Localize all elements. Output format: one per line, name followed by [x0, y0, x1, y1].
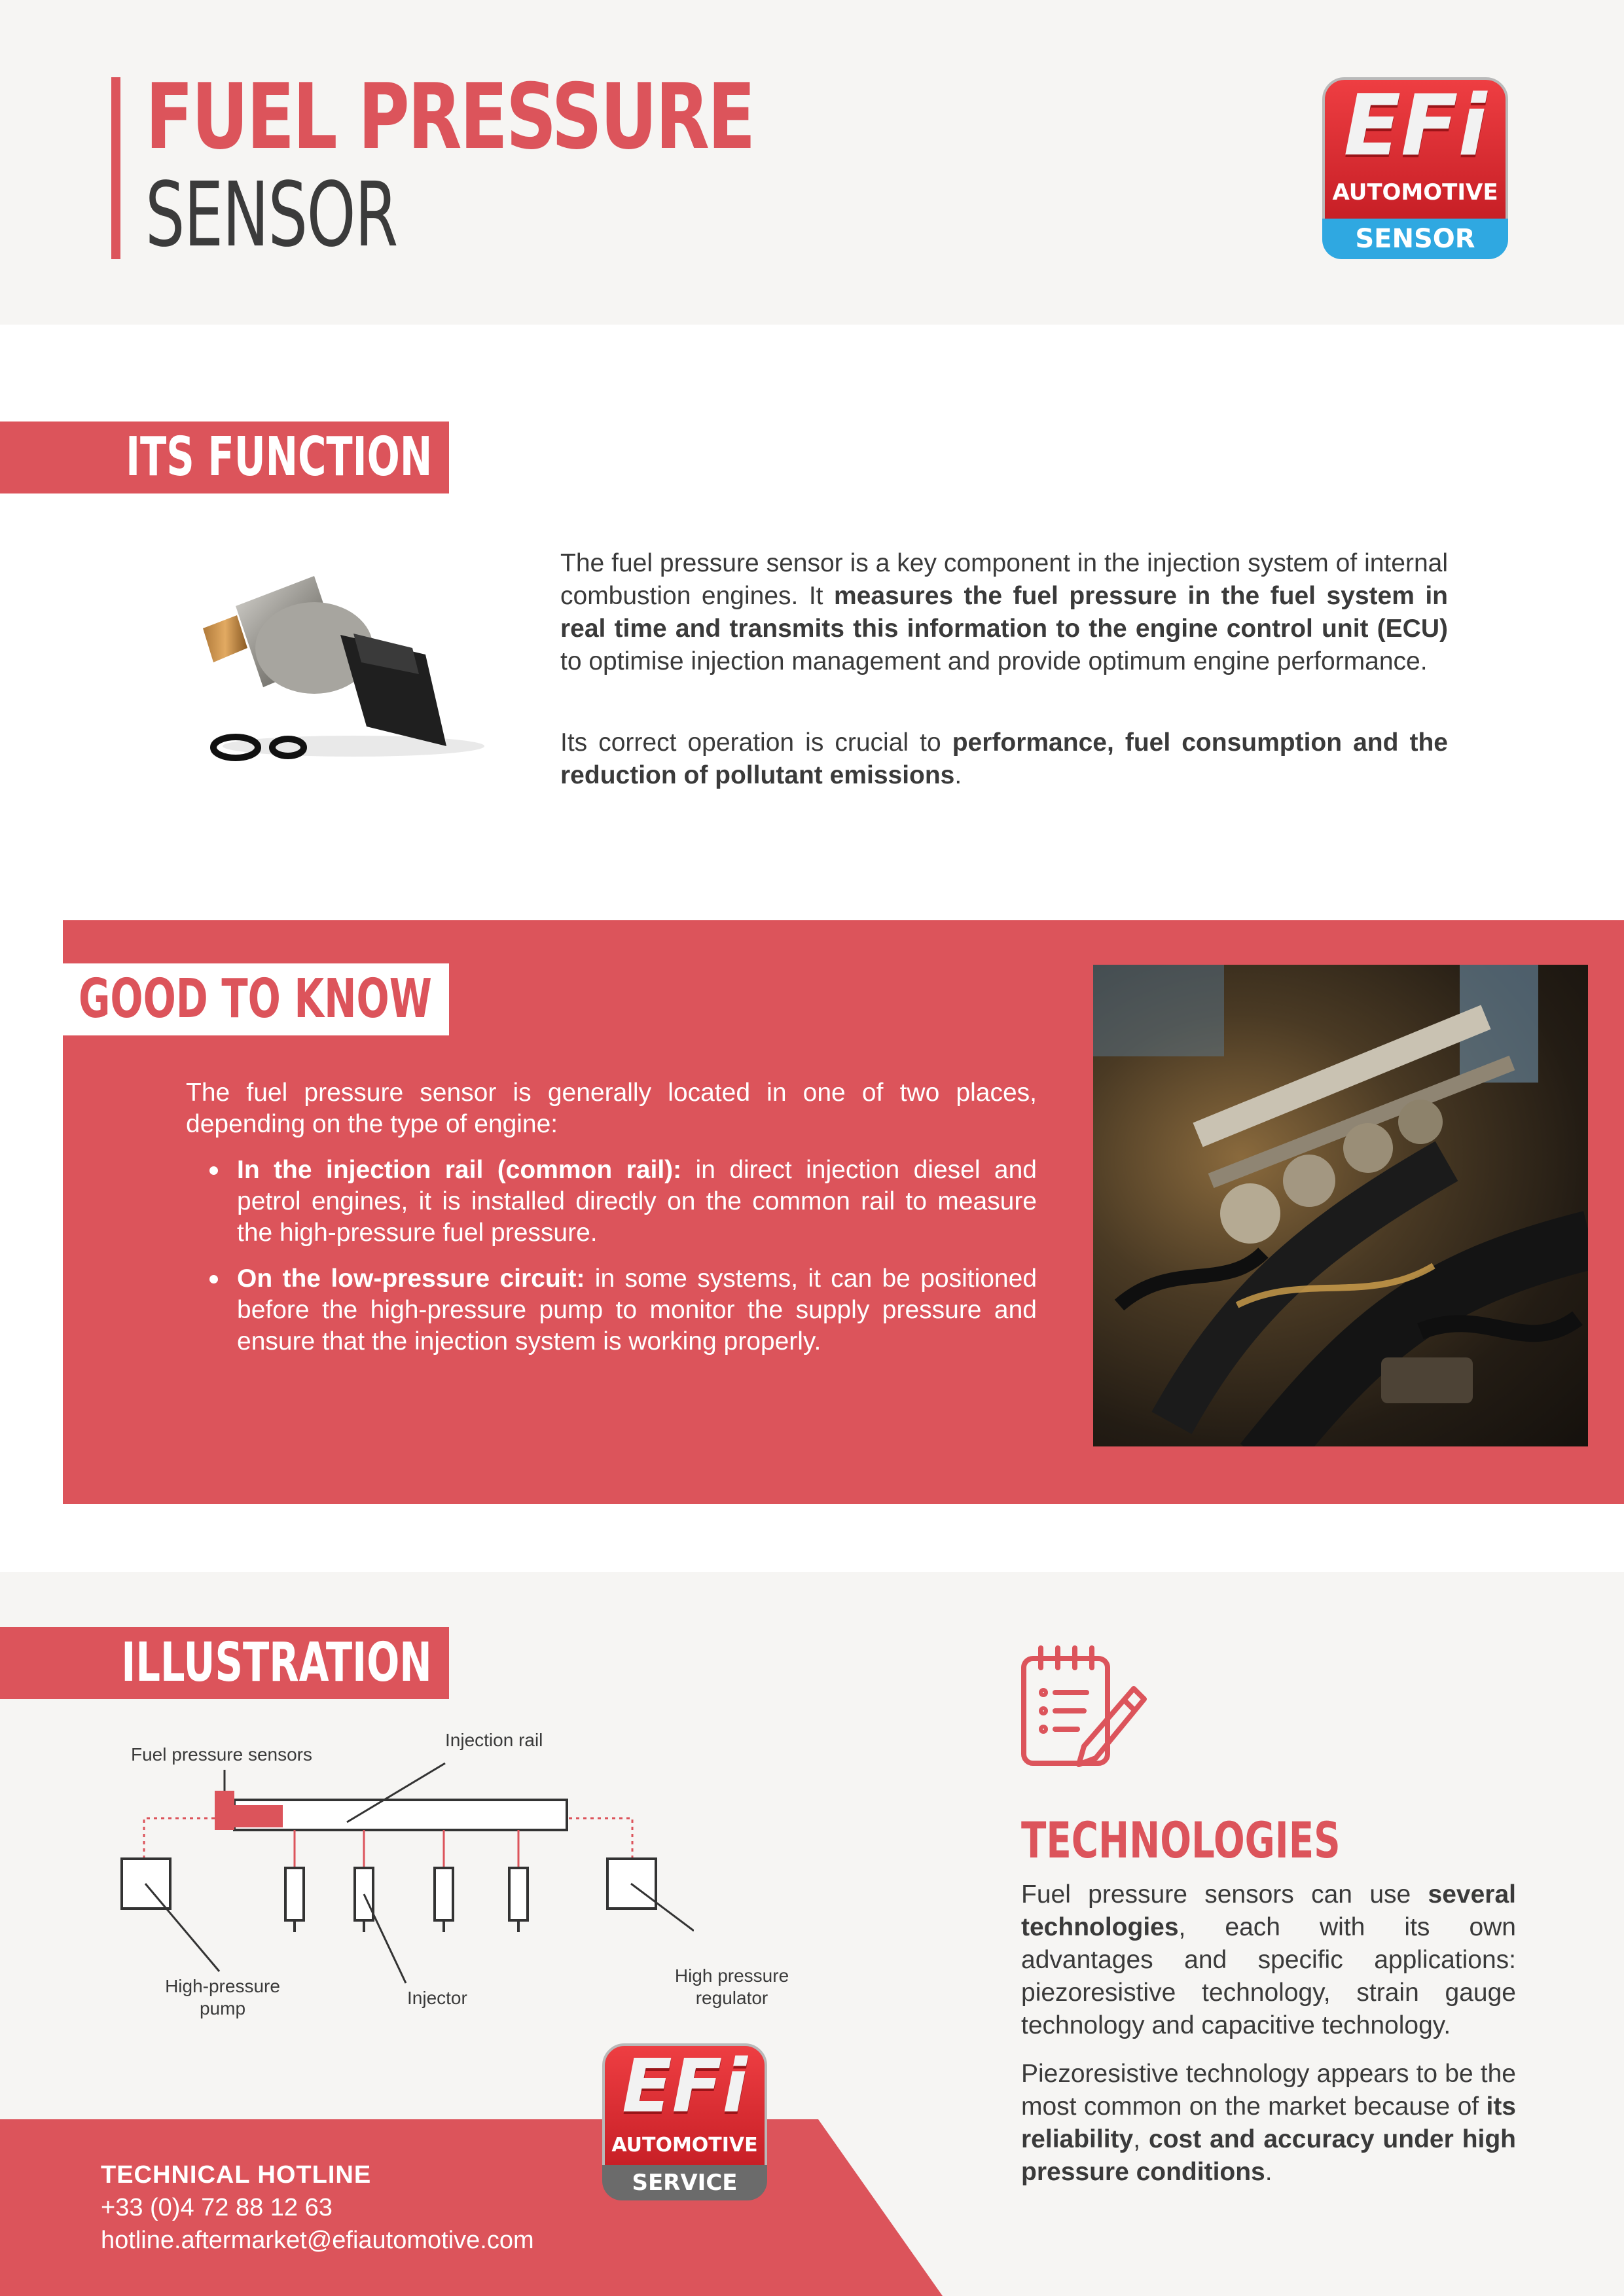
logo-line1: AUTOMOTIVE	[1332, 179, 1498, 206]
section-heading: ILLUSTRATION	[121, 1632, 432, 1694]
function-paragraph-1	[560, 547, 1448, 678]
function-p1-text-c: to optimise injection management and provide optimum engine performance.	[560, 647, 1428, 675]
section-tab-good-to-know	[63, 963, 449, 1035]
page-title: FUEL PRESSURE	[145, 64, 754, 170]
tech-p2-text-a: Piezoresistive technology appears to be the most common on the market because of	[1021, 2060, 1516, 2121]
notepad-pencil-icon	[1019, 1641, 1149, 1772]
label-high-pressure-regulator: High pressure regulator	[674, 1965, 789, 2008]
logo-brand: EFi	[1343, 77, 1487, 175]
engine-photo	[1093, 965, 1588, 1446]
efi-sensor-logo	[1322, 77, 1508, 259]
section-tab-function	[0, 422, 449, 493]
label-high-pressure-pump: High-pressure pump	[165, 1976, 280, 2018]
engine-photo-graphic	[1093, 965, 1588, 1446]
tech-p2-text-c: ,	[1133, 2125, 1149, 2153]
section-heading: GOOD TO KNOW	[79, 968, 432, 1030]
tech-p2-text-e: .	[1265, 2158, 1272, 2186]
function-p2-text-a: Its correct operation is crucial to	[560, 728, 952, 757]
label-fuel-pressure-sensors: Fuel pressure sensors	[131, 1744, 313, 1765]
label-injector: Injector	[407, 1988, 467, 2008]
logo-band: SENSOR	[1322, 219, 1508, 259]
logo-line1: AUTOMOTIVE	[611, 2134, 758, 2157]
tech-p1-text-c: , each with its own advantages and specific applications: piezoresistive technology, strain gauge technology and capacitive technology.	[1021, 1913, 1516, 2039]
list-item-text: in some systems, it can be positioned before the high-pressure pump to monitor the supply pressure and ensure that the injection system is working properly.	[237, 1265, 1038, 1355]
hotline-phone[interactable]: +33 (0)4 72 88 12 63	[101, 2194, 333, 2221]
good-to-know-intro: The fuel pressure sensor is generally located in one of two places, depending on the type of engine:	[186, 1079, 1037, 1138]
tech-p1-text-a: Fuel pressure sensors can use	[1021, 1880, 1428, 1909]
section-tab-illustration	[0, 1627, 449, 1699]
hotline-email[interactable]: hotline.aftermarket@efiautomotive.com	[101, 2227, 534, 2254]
tech-p2-bold-1: its reliability	[1021, 2092, 1516, 2153]
label-injection-rail: Injection rail	[445, 1730, 543, 1750]
list-item-bold: In the injection rail (common rail):	[237, 1156, 682, 1184]
logo-brand: EFi	[622, 2044, 748, 2129]
hotline-label: TECHNICAL HOTLINE	[101, 2161, 372, 2189]
title-accent-bar	[111, 77, 120, 259]
function-p2-bold: performance, fuel consumption and the reduction of pollutant emissions	[560, 728, 1448, 789]
section-heading: ITS FUNCTION	[125, 426, 432, 488]
technologies-heading: TECHNOLOGIES	[1021, 1811, 1341, 1869]
list-item-bold: On the low-pressure circuit:	[237, 1265, 585, 1293]
good-to-know-list	[186, 1155, 1037, 1372]
efi-service-logo	[602, 2043, 767, 2200]
fuel-system-diagram-drawing	[105, 1728, 694, 2003]
technologies-paragraph-2	[1021, 2058, 1516, 2189]
function-p1-bold: measures the fuel pressure in the fuel system in real time and transmits this information to the engine control unit (ECU)	[560, 582, 1448, 643]
fuel-pressure-sensor-image	[190, 550, 504, 772]
list-item	[186, 1263, 1037, 1357]
technologies-paragraph-1	[1021, 1878, 1516, 2042]
list-item	[186, 1155, 1037, 1249]
function-paragraph-2	[560, 726, 1448, 792]
function-p1-text-a: The fuel pressure sensor is a key component in the injection system of internal combustion engines. It	[560, 549, 1448, 610]
list-item-text: in direct injection diesel and petrol engines, it is installed directly on the common rail to measure the high-pressure fuel pressure.	[237, 1156, 1037, 1247]
logo-band: SERVICE	[602, 2165, 767, 2200]
tech-p1-bold: several technologies	[1021, 1880, 1516, 1941]
tech-p2-bold-2: cost and accuracy under high pressure conditions	[1021, 2125, 1516, 2186]
function-p2-text-c: .	[954, 761, 962, 789]
page-subtitle: SENSOR	[145, 164, 397, 267]
